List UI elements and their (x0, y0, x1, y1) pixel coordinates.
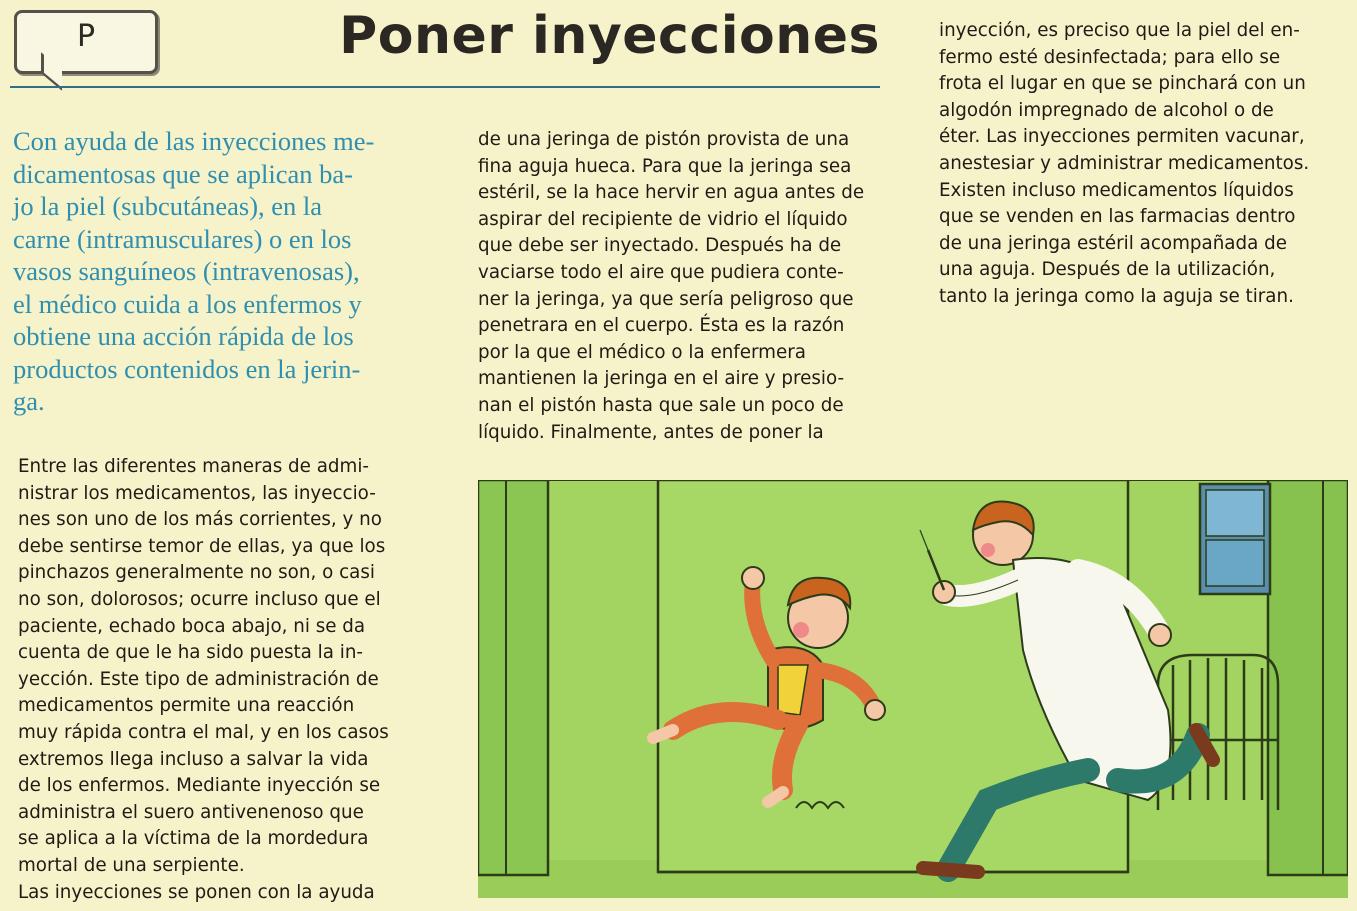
text-line: nan el pistón hasta que sale un poco de (478, 394, 844, 416)
text-line: mortal de una serpiente. (18, 854, 245, 876)
right-door-panel (1268, 480, 1348, 875)
text-line: por la que el médico o la enfermera (478, 341, 806, 363)
text-line: éter. Las inyecciones permiten vacunar, (939, 126, 1305, 148)
intro-line: obtiene una acción rápida de los (13, 321, 354, 351)
body-column-1 (18, 454, 428, 906)
text-line: nistrar los medicamentos, las inyeccio- (18, 482, 376, 504)
text-line: anestesiar y administrar medicamentos. (939, 152, 1310, 174)
text-line: debe sentirse temor de ellas, ya que los (18, 535, 386, 557)
text-line: penetrara en el cuerpo. Ésta es la razón (478, 315, 845, 337)
text-line: de una jeringa de pistón provista de una (478, 129, 850, 150)
text-line: de una jeringa estéril acompañada de (939, 232, 1287, 254)
text-line: no son, dolorosos; ocurre incluso que el (18, 588, 381, 610)
text-line: pinchazos generalmente no son, o casi (18, 562, 375, 584)
section-letter-tab (14, 10, 158, 74)
intro-line: ga. (13, 386, 45, 416)
left-door-panel (478, 480, 548, 875)
body-column-2 (478, 127, 888, 446)
text-line: Entre las diferentes maneras de admi- (18, 456, 370, 477)
intro-line: jo la piel (subcutáneas), en la (13, 191, 323, 221)
text-line: medicamentos permite una reacción (18, 695, 355, 717)
text-line: paciente, echado boca abajo, ni se da (18, 615, 366, 637)
text-line: algodón impregnado de alcohol o de (939, 99, 1274, 121)
text-line: líquido. Finalmente, antes de poner la (478, 421, 824, 443)
text-line: vaciarse todo el aire que pudiera conte- (478, 261, 844, 283)
text-line: tanto la jeringa como la aguja se tiran. (939, 285, 1294, 307)
text-line: cuenta de que le ha sido puesta la in- (18, 642, 364, 664)
intro-line: dicamentosas que se aplican ba- (13, 158, 353, 189)
text-line: nes son uno de los más corrientes, y no (18, 509, 382, 531)
title-divider (10, 86, 880, 88)
text-line: extremos llega incluso a salvar la vida (18, 748, 369, 770)
text-line: inyección, es preciso que la piel del en- (939, 20, 1300, 41)
intro-line: Con ayuda de las inyecciones me- (13, 126, 375, 156)
text-line: una aguja. Después de la utilización, (939, 259, 1276, 281)
text-line: de los enfermos. Mediante inyección se (18, 775, 381, 797)
text-line: aspirar del recipiente de vidrio el líquido (478, 208, 848, 230)
illustration-canvas (478, 480, 1348, 898)
text-line: fermo esté desinfectada; para ello se (939, 46, 1281, 68)
text-line: estéril, se la hace hervir en agua antes de (478, 182, 865, 204)
text-line: Las inyecciones se ponen con la ayuda (18, 881, 375, 903)
text-line: yección. Este tipo de administración de (18, 668, 379, 690)
text-line: frota el lugar en que se pinchará con un (939, 73, 1306, 95)
intro-line: vasos sanguíneos (intravenosas), (13, 256, 360, 286)
text-line: administra el suero antivenenoso que (18, 801, 364, 823)
body-column-3 (939, 18, 1349, 311)
intro-line: el médico cuida a los enfermos y (13, 288, 362, 319)
intro-paragraph (13, 125, 423, 418)
text-line: muy rápida contra el mal, y en los casos (18, 721, 389, 743)
intro-line: carne (intramusculares) o en los (13, 223, 352, 254)
window-pane-top (1206, 490, 1264, 536)
text-line: se aplica a la víctima de la mordedura (18, 828, 369, 850)
text-line: que se venden en las farmacias dentro (939, 206, 1296, 228)
text-line: Existen incluso medicamentos líquidos (939, 179, 1294, 201)
intro-line: productos contenidos en la jerin- (13, 353, 361, 384)
section-letter: P (76, 19, 96, 54)
page-title: Poner inyecciones (339, 6, 880, 66)
text-line: ner la jeringa, ya que sería peligroso que (478, 288, 854, 310)
text-line: que debe ser inyectado. Después ha de (478, 235, 842, 257)
text-line: fina aguja hueca. Para que la jeringa sea (478, 155, 852, 177)
text-line: mantienen la jeringa en el aire y presio- (478, 368, 845, 390)
doctor-chasing-boy-illustration (478, 480, 1348, 898)
window-pane-bottom (1206, 540, 1264, 586)
